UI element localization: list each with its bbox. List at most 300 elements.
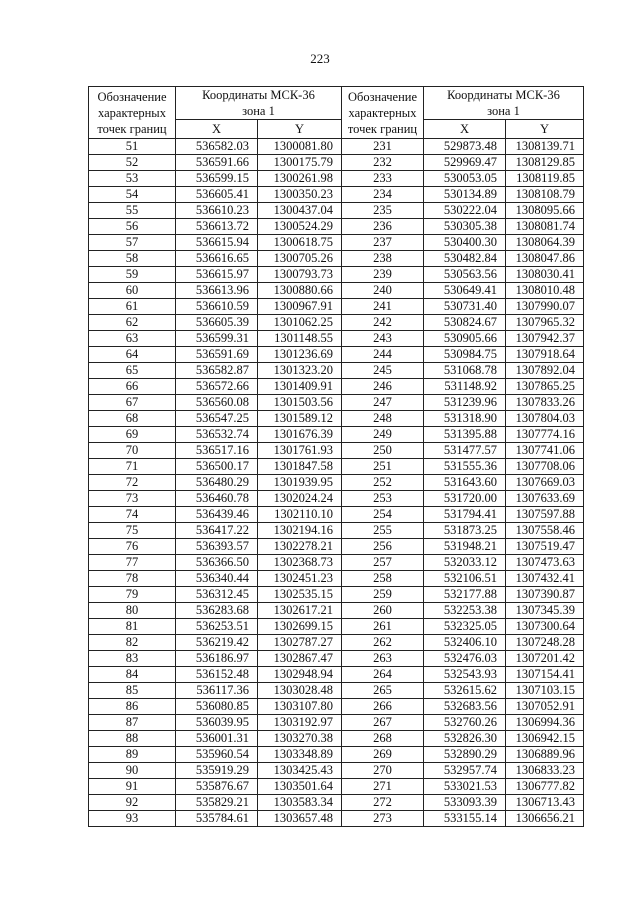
y-coord-left-cell: 1303348.89 bbox=[258, 747, 342, 763]
point-id-right-cell: 242 bbox=[342, 315, 424, 331]
y-coord-left-cell: 1301409.91 bbox=[258, 379, 342, 395]
x-coord-left-cell: 536186.97 bbox=[176, 651, 258, 667]
x-coord-left-cell: 536001.31 bbox=[176, 731, 258, 747]
x-coord-right-cell: 531395.88 bbox=[424, 427, 506, 443]
y-coord-left-cell: 1303501.64 bbox=[258, 779, 342, 795]
x-coord-left-cell: 536591.69 bbox=[176, 347, 258, 363]
y-coord-right-cell: 1307201.42 bbox=[506, 651, 584, 667]
y-coord-right-cell: 1307519.47 bbox=[506, 539, 584, 555]
table-row bbox=[89, 667, 584, 683]
point-id-right-cell: 252 bbox=[342, 475, 424, 491]
point-id-right-cell: 268 bbox=[342, 731, 424, 747]
y-coord-right-cell: 1308064.39 bbox=[506, 235, 584, 251]
table-row bbox=[89, 203, 584, 219]
x-coord-right-cell: 530134.89 bbox=[424, 187, 506, 203]
point-id-right-cell: 255 bbox=[342, 523, 424, 539]
point-id-left-cell: 73 bbox=[89, 491, 176, 507]
point-id-right-cell: 261 bbox=[342, 619, 424, 635]
table-row bbox=[89, 299, 584, 315]
point-id-right-cell: 253 bbox=[342, 491, 424, 507]
y-coord-right-cell: 1307804.03 bbox=[506, 411, 584, 427]
point-column-header-left bbox=[89, 87, 176, 139]
x-coord-left-cell: 536219.42 bbox=[176, 635, 258, 651]
header-line: Обозначение bbox=[97, 89, 167, 104]
y-coord-right-cell: 1306833.23 bbox=[506, 763, 584, 779]
point-id-right-cell: 262 bbox=[342, 635, 424, 651]
x-coord-left-cell: 536117.36 bbox=[176, 683, 258, 699]
x-coord-right-cell: 533021.53 bbox=[424, 779, 506, 795]
point-id-right-cell: 263 bbox=[342, 651, 424, 667]
y-coord-left-cell: 1302278.21 bbox=[258, 539, 342, 555]
table-row bbox=[89, 379, 584, 395]
table-row bbox=[89, 523, 584, 539]
x-coord-left-cell: 536613.72 bbox=[176, 219, 258, 235]
y-coord-left-cell: 1301761.93 bbox=[258, 443, 342, 459]
y-coord-right-cell: 1308081.74 bbox=[506, 219, 584, 235]
y-coord-right-cell: 1307833.26 bbox=[506, 395, 584, 411]
x-coord-right-cell: 531873.25 bbox=[424, 523, 506, 539]
table-row bbox=[89, 395, 584, 411]
point-id-left-cell: 51 bbox=[89, 139, 176, 155]
point-id-left-cell: 66 bbox=[89, 379, 176, 395]
point-id-left-cell: 61 bbox=[89, 299, 176, 315]
table-row bbox=[89, 283, 584, 299]
point-id-left-cell: 79 bbox=[89, 587, 176, 603]
header-line: характерных bbox=[348, 105, 417, 120]
point-id-right-cell: 248 bbox=[342, 411, 424, 427]
y-coord-left-cell: 1302110.10 bbox=[258, 507, 342, 523]
y-coord-left-cell: 1301062.25 bbox=[258, 315, 342, 331]
x-coord-left-cell: 536610.23 bbox=[176, 203, 258, 219]
point-id-right-cell: 273 bbox=[342, 811, 424, 827]
x-coord-right-cell: 531239.96 bbox=[424, 395, 506, 411]
y-coord-right-cell: 1306777.82 bbox=[506, 779, 584, 795]
y-coord-left-cell: 1303583.34 bbox=[258, 795, 342, 811]
x-coord-left-cell: 536605.41 bbox=[176, 187, 258, 203]
point-id-right-cell: 257 bbox=[342, 555, 424, 571]
x-coord-right-cell: 530905.66 bbox=[424, 331, 506, 347]
x-coord-right-cell: 532177.88 bbox=[424, 587, 506, 603]
point-id-right-cell: 240 bbox=[342, 283, 424, 299]
x-coord-left-cell: 536582.03 bbox=[176, 139, 258, 155]
y-coord-right-cell: 1307473.63 bbox=[506, 555, 584, 571]
y-coord-left-cell: 1301939.95 bbox=[258, 475, 342, 491]
x-coord-right-cell: 532406.10 bbox=[424, 635, 506, 651]
x-coord-left-cell: 536039.95 bbox=[176, 715, 258, 731]
y-coord-right-cell: 1307774.16 bbox=[506, 427, 584, 443]
y-coord-right-cell: 1308030.41 bbox=[506, 267, 584, 283]
header-line: характерных bbox=[98, 105, 166, 120]
table-row bbox=[89, 427, 584, 443]
y-coord-left-cell: 1303107.80 bbox=[258, 699, 342, 715]
point-id-left-cell: 70 bbox=[89, 443, 176, 459]
y-coord-left-cell: 1303270.38 bbox=[258, 731, 342, 747]
x-coord-left-cell: 535960.54 bbox=[176, 747, 258, 763]
point-id-left-cell: 54 bbox=[89, 187, 176, 203]
point-id-left-cell: 84 bbox=[89, 667, 176, 683]
y-coord-right-cell: 1307103.15 bbox=[506, 683, 584, 699]
x-coord-right-cell: 530305.38 bbox=[424, 219, 506, 235]
point-id-left-cell: 53 bbox=[89, 171, 176, 187]
point-id-left-cell: 92 bbox=[89, 795, 176, 811]
table-row bbox=[89, 795, 584, 811]
y-coord-left-cell: 1301676.39 bbox=[258, 427, 342, 443]
x-coord-right-cell: 531148.92 bbox=[424, 379, 506, 395]
point-id-right-cell: 266 bbox=[342, 699, 424, 715]
y-coord-right-cell: 1307154.41 bbox=[506, 667, 584, 683]
y-coord-right-cell: 1306656.21 bbox=[506, 811, 584, 827]
point-id-left-cell: 52 bbox=[89, 155, 176, 171]
x-coord-left-cell: 536610.59 bbox=[176, 299, 258, 315]
x-coord-right-cell: 532033.12 bbox=[424, 555, 506, 571]
point-id-left-cell: 74 bbox=[89, 507, 176, 523]
x-coord-right-cell: 529969.47 bbox=[424, 155, 506, 171]
y-coord-right-cell: 1308108.79 bbox=[506, 187, 584, 203]
table-row bbox=[89, 651, 584, 667]
x-coord-right-cell: 530400.30 bbox=[424, 235, 506, 251]
point-id-left-cell: 88 bbox=[89, 731, 176, 747]
table-row bbox=[89, 315, 584, 331]
x-coord-right-cell: 532325.05 bbox=[424, 619, 506, 635]
y-coord-left-cell: 1300618.75 bbox=[258, 235, 342, 251]
point-id-left-cell: 59 bbox=[89, 267, 176, 283]
point-id-left-cell: 81 bbox=[89, 619, 176, 635]
x-coord-left-cell: 535919.29 bbox=[176, 763, 258, 779]
y-coord-left-cell: 1300175.79 bbox=[258, 155, 342, 171]
point-id-right-cell: 241 bbox=[342, 299, 424, 315]
x-coord-left-cell: 536517.16 bbox=[176, 443, 258, 459]
x-coord-right-cell: 531318.90 bbox=[424, 411, 506, 427]
y-coord-right-cell: 1307052.91 bbox=[506, 699, 584, 715]
y-coord-right-cell: 1308010.48 bbox=[506, 283, 584, 299]
y-coord-left-cell: 1300524.29 bbox=[258, 219, 342, 235]
x-column-header-left: X bbox=[176, 120, 258, 139]
x-coord-left-cell: 536572.66 bbox=[176, 379, 258, 395]
point-id-right-cell: 245 bbox=[342, 363, 424, 379]
x-coord-right-cell: 532683.56 bbox=[424, 699, 506, 715]
point-id-right-cell: 264 bbox=[342, 667, 424, 683]
point-id-left-cell: 80 bbox=[89, 603, 176, 619]
header-line: точек границ bbox=[97, 121, 167, 136]
y-coord-right-cell: 1307390.87 bbox=[506, 587, 584, 603]
x-coord-left-cell: 535784.61 bbox=[176, 811, 258, 827]
table-row bbox=[89, 187, 584, 203]
point-id-left-cell: 57 bbox=[89, 235, 176, 251]
table-row bbox=[89, 459, 584, 475]
table-row bbox=[89, 267, 584, 283]
y-coord-right-cell: 1306994.36 bbox=[506, 715, 584, 731]
x-coord-right-cell: 531794.41 bbox=[424, 507, 506, 523]
x-coord-left-cell: 536615.97 bbox=[176, 267, 258, 283]
x-coord-right-cell: 533093.39 bbox=[424, 795, 506, 811]
point-id-right-cell: 232 bbox=[342, 155, 424, 171]
point-id-left-cell: 91 bbox=[89, 779, 176, 795]
point-id-right-cell: 249 bbox=[342, 427, 424, 443]
y-coord-left-cell: 1300261.98 bbox=[258, 171, 342, 187]
x-coord-right-cell: 532760.26 bbox=[424, 715, 506, 731]
table-row bbox=[89, 539, 584, 555]
y-coord-left-cell: 1302368.73 bbox=[258, 555, 342, 571]
point-id-left-cell: 76 bbox=[89, 539, 176, 555]
y-coord-left-cell: 1302451.23 bbox=[258, 571, 342, 587]
x-coord-right-cell: 530222.04 bbox=[424, 203, 506, 219]
x-coord-right-cell: 530053.05 bbox=[424, 171, 506, 187]
table-row bbox=[89, 139, 584, 155]
y-coord-left-cell: 1302535.15 bbox=[258, 587, 342, 603]
table-row bbox=[89, 635, 584, 651]
x-coord-left-cell: 536080.85 bbox=[176, 699, 258, 715]
point-id-left-cell: 67 bbox=[89, 395, 176, 411]
y-coord-left-cell: 1301847.58 bbox=[258, 459, 342, 475]
y-coord-left-cell: 1300793.73 bbox=[258, 267, 342, 283]
y-coord-left-cell: 1300967.91 bbox=[258, 299, 342, 315]
y-coord-left-cell: 1303192.97 bbox=[258, 715, 342, 731]
point-id-right-cell: 269 bbox=[342, 747, 424, 763]
x-coord-left-cell: 536340.44 bbox=[176, 571, 258, 587]
y-coord-right-cell: 1307990.07 bbox=[506, 299, 584, 315]
table-row bbox=[89, 747, 584, 763]
x-coord-left-cell: 536591.66 bbox=[176, 155, 258, 171]
page-number: 223 bbox=[310, 51, 330, 66]
table-row bbox=[89, 811, 584, 827]
x-coord-right-cell: 531068.78 bbox=[424, 363, 506, 379]
y-coord-right-cell: 1308119.85 bbox=[506, 171, 584, 187]
y-coord-left-cell: 1303657.48 bbox=[258, 811, 342, 827]
table-row bbox=[89, 763, 584, 779]
coord-group-header-right bbox=[424, 87, 584, 120]
y-coord-right-cell: 1308139.71 bbox=[506, 139, 584, 155]
table-row bbox=[89, 331, 584, 347]
y-coord-right-cell: 1307345.39 bbox=[506, 603, 584, 619]
point-id-left-cell: 63 bbox=[89, 331, 176, 347]
table-row bbox=[89, 715, 584, 731]
x-coord-right-cell: 532826.30 bbox=[424, 731, 506, 747]
y-coord-left-cell: 1300880.66 bbox=[258, 283, 342, 299]
point-id-left-cell: 65 bbox=[89, 363, 176, 379]
y-coord-left-cell: 1302617.21 bbox=[258, 603, 342, 619]
y-coord-right-cell: 1306713.43 bbox=[506, 795, 584, 811]
header-line: Обозначение bbox=[347, 89, 418, 104]
header-line: зона 1 bbox=[242, 104, 275, 118]
y-coord-right-cell: 1308095.66 bbox=[506, 203, 584, 219]
x-coord-left-cell: 536613.96 bbox=[176, 283, 258, 299]
x-column-header-right: X bbox=[424, 120, 506, 139]
y-coord-left-cell: 1300437.04 bbox=[258, 203, 342, 219]
point-id-right-cell: 270 bbox=[342, 763, 424, 779]
point-id-left-cell: 64 bbox=[89, 347, 176, 363]
point-id-right-cell: 260 bbox=[342, 603, 424, 619]
point-id-left-cell: 62 bbox=[89, 315, 176, 331]
point-id-right-cell: 272 bbox=[342, 795, 424, 811]
point-id-right-cell: 237 bbox=[342, 235, 424, 251]
table-row bbox=[89, 603, 584, 619]
x-coord-right-cell: 532476.03 bbox=[424, 651, 506, 667]
y-column-header-right: Y bbox=[506, 120, 584, 139]
header-line: точек границ bbox=[347, 121, 418, 136]
x-coord-right-cell: 531948.21 bbox=[424, 539, 506, 555]
table-row bbox=[89, 587, 584, 603]
point-id-left-cell: 85 bbox=[89, 683, 176, 699]
y-coord-right-cell: 1307708.06 bbox=[506, 459, 584, 475]
point-id-right-cell: 238 bbox=[342, 251, 424, 267]
x-coord-left-cell: 536152.48 bbox=[176, 667, 258, 683]
table-row bbox=[89, 571, 584, 587]
y-coord-left-cell: 1302699.15 bbox=[258, 619, 342, 635]
y-coord-right-cell: 1307597.88 bbox=[506, 507, 584, 523]
point-id-right-cell: 267 bbox=[342, 715, 424, 731]
point-id-left-cell: 78 bbox=[89, 571, 176, 587]
table-row bbox=[89, 443, 584, 459]
table-row bbox=[89, 363, 584, 379]
point-id-left-cell: 77 bbox=[89, 555, 176, 571]
table-header bbox=[89, 87, 584, 139]
x-coord-right-cell: 532253.38 bbox=[424, 603, 506, 619]
table-row bbox=[89, 251, 584, 267]
y-coord-right-cell: 1307633.69 bbox=[506, 491, 584, 507]
point-id-left-cell: 86 bbox=[89, 699, 176, 715]
x-coord-left-cell: 536393.57 bbox=[176, 539, 258, 555]
header-line: Координаты МСК-36 bbox=[447, 88, 560, 102]
x-coord-left-cell: 536615.94 bbox=[176, 235, 258, 251]
point-id-left-cell: 82 bbox=[89, 635, 176, 651]
table-row bbox=[89, 491, 584, 507]
y-coord-right-cell: 1306942.15 bbox=[506, 731, 584, 747]
y-column-header-left: Y bbox=[258, 120, 342, 139]
x-coord-right-cell: 531555.36 bbox=[424, 459, 506, 475]
point-id-right-cell: 246 bbox=[342, 379, 424, 395]
table-row bbox=[89, 219, 584, 235]
y-coord-left-cell: 1301148.55 bbox=[258, 331, 342, 347]
y-coord-right-cell: 1307432.41 bbox=[506, 571, 584, 587]
header-line: зона 1 bbox=[487, 104, 520, 118]
x-coord-left-cell: 536460.78 bbox=[176, 491, 258, 507]
x-coord-right-cell: 530731.40 bbox=[424, 299, 506, 315]
x-coord-left-cell: 536547.25 bbox=[176, 411, 258, 427]
x-coord-right-cell: 532615.62 bbox=[424, 683, 506, 699]
point-id-left-cell: 71 bbox=[89, 459, 176, 475]
table-row bbox=[89, 411, 584, 427]
y-coord-left-cell: 1300350.23 bbox=[258, 187, 342, 203]
table-row bbox=[89, 555, 584, 571]
point-column-header-right bbox=[342, 87, 424, 139]
table-row bbox=[89, 155, 584, 171]
x-coord-left-cell: 536480.29 bbox=[176, 475, 258, 491]
table-row bbox=[89, 235, 584, 251]
point-id-left-cell: 58 bbox=[89, 251, 176, 267]
table-row bbox=[89, 699, 584, 715]
x-coord-left-cell: 536599.15 bbox=[176, 171, 258, 187]
x-coord-right-cell: 530824.67 bbox=[424, 315, 506, 331]
y-coord-left-cell: 1301236.69 bbox=[258, 347, 342, 363]
y-coord-left-cell: 1300081.80 bbox=[258, 139, 342, 155]
y-coord-left-cell: 1303425.43 bbox=[258, 763, 342, 779]
point-id-left-cell: 60 bbox=[89, 283, 176, 299]
x-coord-right-cell: 532890.29 bbox=[424, 747, 506, 763]
point-id-right-cell: 258 bbox=[342, 571, 424, 587]
x-coord-left-cell: 536417.22 bbox=[176, 523, 258, 539]
x-coord-right-cell: 533155.14 bbox=[424, 811, 506, 827]
point-id-left-cell: 75 bbox=[89, 523, 176, 539]
point-id-right-cell: 250 bbox=[342, 443, 424, 459]
point-id-right-cell: 271 bbox=[342, 779, 424, 795]
x-coord-left-cell: 536582.87 bbox=[176, 363, 258, 379]
y-coord-right-cell: 1307942.37 bbox=[506, 331, 584, 347]
point-id-left-cell: 93 bbox=[89, 811, 176, 827]
x-coord-right-cell: 531477.57 bbox=[424, 443, 506, 459]
x-coord-right-cell: 531720.00 bbox=[424, 491, 506, 507]
x-coord-right-cell: 529873.48 bbox=[424, 139, 506, 155]
point-id-left-cell: 69 bbox=[89, 427, 176, 443]
y-coord-left-cell: 1302024.24 bbox=[258, 491, 342, 507]
table-row bbox=[89, 475, 584, 491]
y-coord-left-cell: 1301503.56 bbox=[258, 395, 342, 411]
y-coord-left-cell: 1300705.26 bbox=[258, 251, 342, 267]
y-coord-right-cell: 1307865.25 bbox=[506, 379, 584, 395]
point-id-left-cell: 72 bbox=[89, 475, 176, 491]
point-id-right-cell: 234 bbox=[342, 187, 424, 203]
x-coord-left-cell: 536312.45 bbox=[176, 587, 258, 603]
x-coord-left-cell: 536283.68 bbox=[176, 603, 258, 619]
point-id-left-cell: 68 bbox=[89, 411, 176, 427]
x-coord-right-cell: 530649.41 bbox=[424, 283, 506, 299]
coordinates-table bbox=[88, 86, 584, 827]
x-coord-left-cell: 536605.39 bbox=[176, 315, 258, 331]
point-id-right-cell: 256 bbox=[342, 539, 424, 555]
point-id-right-cell: 247 bbox=[342, 395, 424, 411]
y-coord-left-cell: 1301589.12 bbox=[258, 411, 342, 427]
point-id-right-cell: 244 bbox=[342, 347, 424, 363]
x-coord-right-cell: 531643.60 bbox=[424, 475, 506, 491]
table-row bbox=[89, 683, 584, 699]
point-id-right-cell: 235 bbox=[342, 203, 424, 219]
table-row bbox=[89, 619, 584, 635]
y-coord-right-cell: 1307669.03 bbox=[506, 475, 584, 491]
point-id-right-cell: 259 bbox=[342, 587, 424, 603]
x-coord-right-cell: 532543.93 bbox=[424, 667, 506, 683]
x-coord-right-cell: 530563.56 bbox=[424, 267, 506, 283]
y-coord-right-cell: 1307558.46 bbox=[506, 523, 584, 539]
x-coord-left-cell: 535876.67 bbox=[176, 779, 258, 795]
point-id-left-cell: 56 bbox=[89, 219, 176, 235]
x-coord-left-cell: 536439.46 bbox=[176, 507, 258, 523]
point-id-right-cell: 251 bbox=[342, 459, 424, 475]
table-row bbox=[89, 171, 584, 187]
point-id-left-cell: 83 bbox=[89, 651, 176, 667]
x-coord-right-cell: 532106.51 bbox=[424, 571, 506, 587]
y-coord-left-cell: 1302867.47 bbox=[258, 651, 342, 667]
y-coord-left-cell: 1302787.27 bbox=[258, 635, 342, 651]
coord-group-header-left bbox=[176, 87, 342, 120]
table-body bbox=[89, 139, 584, 827]
x-coord-left-cell: 536253.51 bbox=[176, 619, 258, 635]
y-coord-right-cell: 1308129.85 bbox=[506, 155, 584, 171]
table-row bbox=[89, 779, 584, 795]
y-coord-right-cell: 1308047.86 bbox=[506, 251, 584, 267]
point-id-right-cell: 254 bbox=[342, 507, 424, 523]
point-id-left-cell: 87 bbox=[89, 715, 176, 731]
x-coord-right-cell: 532957.74 bbox=[424, 763, 506, 779]
x-coord-left-cell: 536500.17 bbox=[176, 459, 258, 475]
x-coord-left-cell: 536560.08 bbox=[176, 395, 258, 411]
y-coord-right-cell: 1307965.32 bbox=[506, 315, 584, 331]
y-coord-right-cell: 1307918.64 bbox=[506, 347, 584, 363]
y-coord-right-cell: 1306889.96 bbox=[506, 747, 584, 763]
point-id-left-cell: 90 bbox=[89, 763, 176, 779]
y-coord-right-cell: 1307300.64 bbox=[506, 619, 584, 635]
point-id-left-cell: 55 bbox=[89, 203, 176, 219]
x-coord-left-cell: 536599.31 bbox=[176, 331, 258, 347]
point-id-left-cell: 89 bbox=[89, 747, 176, 763]
